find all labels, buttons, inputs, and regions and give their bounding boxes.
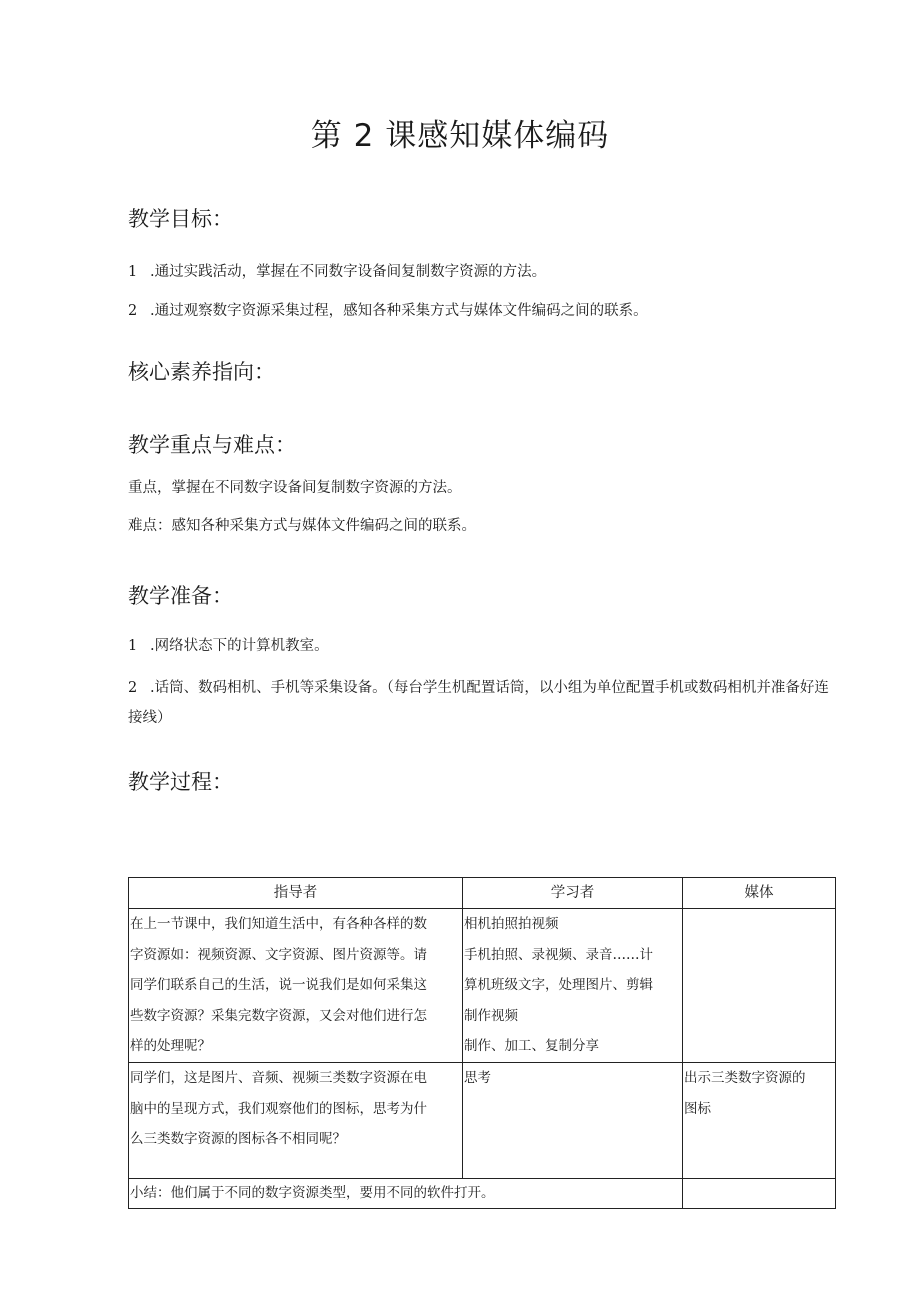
goal-item-1 (128, 259, 840, 286)
preparation-item-text: .网络状态下的计算机教室。 (150, 638, 329, 654)
section-heading-goals: 教学目标： (128, 207, 233, 231)
summary-cell (129, 1179, 683, 1209)
cell-text-line: 字资源如：视频资源、文字资源、图片资源等。请 (130, 946, 427, 963)
cell-text-line: 么三类数字资源的图标各不相同呢？ (130, 1131, 346, 1147)
preparation-item-number: 2 (128, 680, 138, 696)
preparation-item-number: 1 (128, 638, 138, 654)
goal-item-number: 1 (128, 264, 138, 280)
guide-cell (129, 1063, 463, 1179)
teaching-process-table (128, 877, 836, 1209)
goal-item-text: .通过实践活动，掌握在不同数字设备间复制数字资源的方法。 (150, 264, 547, 280)
goal-item-2 (128, 298, 840, 325)
table-row (129, 909, 836, 1063)
cell-text-line: 相机拍照拍视频 (464, 916, 559, 932)
learner-cell (463, 1063, 683, 1179)
cell-text-line: 脑中的呈现方式，我们观察他们的图标，思考为什 (130, 1100, 427, 1117)
media-cell (683, 1063, 836, 1179)
cell-text-line: 在上一节课中，我们知道生活中，有各种各样的数 (130, 916, 427, 932)
cell-text-line: 些数字资源？采集完数字资源，又会对他们进行怎 (130, 1007, 427, 1024)
section-heading-preparation: 教学准备： (128, 584, 233, 608)
section-heading-process: 教学过程： (128, 770, 233, 794)
page-title: 第 2 课感知媒体编码 (310, 118, 610, 154)
section-heading-literacy: 核心素养指向： (128, 360, 275, 384)
cell-text-line: 制作、加工、复制分享 (464, 1038, 599, 1054)
cell-text-line: 样的处理呢？ (130, 1038, 211, 1054)
goal-item-text: .通过观察数字资源采集过程，感知各种采集方式与媒体文件编码之间的联系。 (150, 303, 648, 319)
cell-text-line: 手机拍照、录视频、录音……计 (464, 946, 653, 963)
cell-text-line: 图标 (684, 1100, 711, 1117)
preparation-item-2 (128, 673, 840, 733)
cell-text-line: 思考 (464, 1070, 491, 1086)
header-media: 媒体 (683, 878, 836, 909)
preparation-item-text: .话筒、数码相机、手机等采集设备。（每台学生机配置话筒，以小组为单位配置手机或数码相机并准备好连接线） (128, 680, 829, 726)
media-cell (683, 909, 836, 1063)
cell-text-line: 出示三类数字资源的 (684, 1070, 806, 1086)
cell-text-line: 同学们联系自己的生活，说一说我们是如何采集这 (130, 977, 427, 993)
table-row (129, 1063, 836, 1179)
preparation-item-1 (128, 633, 840, 660)
cell-text-line: 算机班级文字，处理图片、剪辑 (464, 977, 653, 993)
learner-cell (463, 909, 683, 1063)
key-point-focus: 重点，掌握在不同数字设备间复制数字资源的方法。 (128, 480, 462, 496)
summary-media-cell (683, 1179, 836, 1209)
key-point-difficulty: 难点：感知各种采集方式与媒体文件编码之间的联系。 (128, 518, 476, 534)
guide-cell (129, 909, 463, 1063)
table-header-row (129, 878, 836, 909)
header-guide: 指导者 (129, 878, 463, 909)
section-heading-key-points: 教学重点与难点： (128, 433, 296, 457)
cell-text-line: 同学们，这是图片、音频、视频三类数字资源在电 (130, 1070, 427, 1086)
goal-item-number: 2 (128, 303, 138, 319)
header-learner: 学习者 (463, 878, 683, 909)
summary-text: 小结：他们属于不同的数字资源类型，要用不同的软件打开。 (130, 1185, 495, 1201)
cell-text-line: 制作视频 (464, 1007, 518, 1024)
table-summary-row (129, 1179, 836, 1209)
